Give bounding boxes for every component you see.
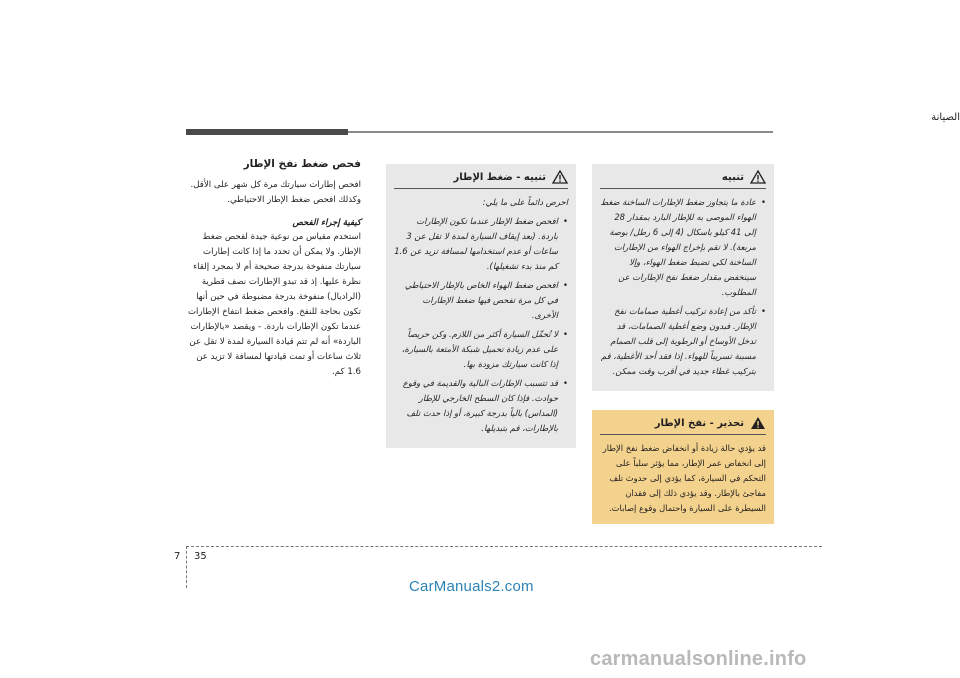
warning-box-header (600, 416, 766, 435)
footer-divider (186, 546, 187, 588)
body-paragraph: استخدم مقياس من نوعية جيدة لفحص ضغط الإطار. ولا يمكن أن تحدد ما إذا كانت إطارات سيارتك منفوخة بدرجة صحيحة أم لا بمجرد إلقاء نظرة عليها. إذ قد تبدو الإطارات نصف قطرية (الراديال) منفوخة بدرجة مضبوطة في حين أنها تكون بحاجة للنفخ. وافحص ضغط انتفاخ الإطارات عندما تكون الإطارات باردة. - ويقصد «بالإطارات الباردة» أنه لم تتم قيادة السيارة لمدة لا تقل عن ثلاث ساعات أو تمت قيادتها لمسافة لا تزيد عن 1.6 كم. (187, 232, 361, 377)
caution-box-header (394, 170, 568, 189)
tire-pressure-check-section (186, 158, 361, 380)
caution-box (592, 164, 774, 391)
warning-box-title: تحذير - نفخ الإطار (654, 417, 744, 429)
list-item: • افحص ضغط الهواء الخاص بالإطار الاحتياطي في كل مرة تفحص فيها ضغط الإطارات الأخرى. (394, 278, 568, 323)
warning-triangle-icon (750, 170, 766, 184)
site-watermark: carmanualsonline.info (590, 648, 807, 670)
caution-bullet-list (394, 214, 568, 436)
warning-triangle-filled-icon (750, 416, 766, 430)
caution-box-title: تنبيه (721, 171, 744, 183)
caution-box-header (600, 170, 766, 189)
page-number: 35 (194, 551, 207, 562)
list-item: • تأكد من إعادة تركيب أغطية صمامات نفخ الإطار. فبدون وضع أغطية الصمامات، قد تدخل الأوساخ أو الرطوبة إلى قلب الصمام مسببة تسريباً للهواء. إذا فقد أحد الأغطية، قم بتركيب غطاء جديد في أقرب وقت ممكن. (600, 304, 766, 379)
header-bar (186, 129, 348, 135)
list-item: • لا تُحمِّل السيارة أكثر من اللازم. وكن حريصاً على عدم زيادة تحميل شبكة الأمتعة بالسيارة، إذا كانت سيارتك مزودة بها. (394, 327, 568, 372)
section-title: الصيانة (931, 112, 960, 123)
intro-paragraph: افحص إطارات سيارتك مرة كل شهر على الأقل. وكذلك افحص ضغط الإطار الاحتياطي. (190, 180, 361, 205)
caution-bullet-list (600, 195, 766, 379)
subheading: كيفية إجراء الفحص (292, 218, 361, 228)
section-heading: فحص ضغط نفخ الإطار (243, 158, 361, 170)
footer-rule (186, 546, 822, 547)
list-item: • عادة ما يتجاوز ضغط الإطارات الساخنة ضغط الهواء الموصى به للإطار البارد بمقدار 28 إلى 41 كيلو باسكال (4 إلى 6 رطل/ بوصة مربعة). لا تقم بإخراج الهواء من الإطارات الساخنة لكي تضبط ضغط الهواء، وإلا سينخفض مقدار ضغط نفخ الإطارات عن المطلوب. (600, 195, 766, 300)
watermark-link[interactable]: CarManuals2.com (409, 578, 534, 595)
caution-box-intro: احرص دائماً على ما يلي: (482, 197, 568, 207)
list-item: • قد تتسبب الإطارات البالية والقديمة في وقوع حوادث. فإذا كان السطح الخارجي للإطار (المداس) بالياً بدرجة كبيرة، أو إذا حدث تلف بالإطارات، قم بتبديلها. (394, 376, 568, 436)
list-item: • افحص ضغط الإطار عندما تكون الإطارات باردة. (بعد إيقاف السيارة لمدة لا تقل عن 3 ساعات أو عدم استخدامها لمسافة تزيد عن 1.6 كم منذ بدء تشغيلها). (394, 214, 568, 274)
chapter-number: 7 (174, 551, 181, 562)
tire-inflation-warning-box (592, 410, 774, 524)
warning-box-text: قد يؤدي حالة زيادة أو انخفاض ضغط نفخ الإطار إلى انخفاض عمر الإطار، مما يؤثر سلباً على التحكم في السيارة، كما يؤدي إلى حدوث تلف مفاجئ بالإطار. وقد يؤدي ذلك إلى فقدان السيطرة على السيارة واحتمال وقوع إصابات. (602, 443, 766, 513)
tire-pressure-caution-box (386, 164, 576, 448)
caution-box-title: تنبيه - ضغط الإطار (453, 171, 546, 183)
warning-triangle-icon (552, 170, 568, 184)
